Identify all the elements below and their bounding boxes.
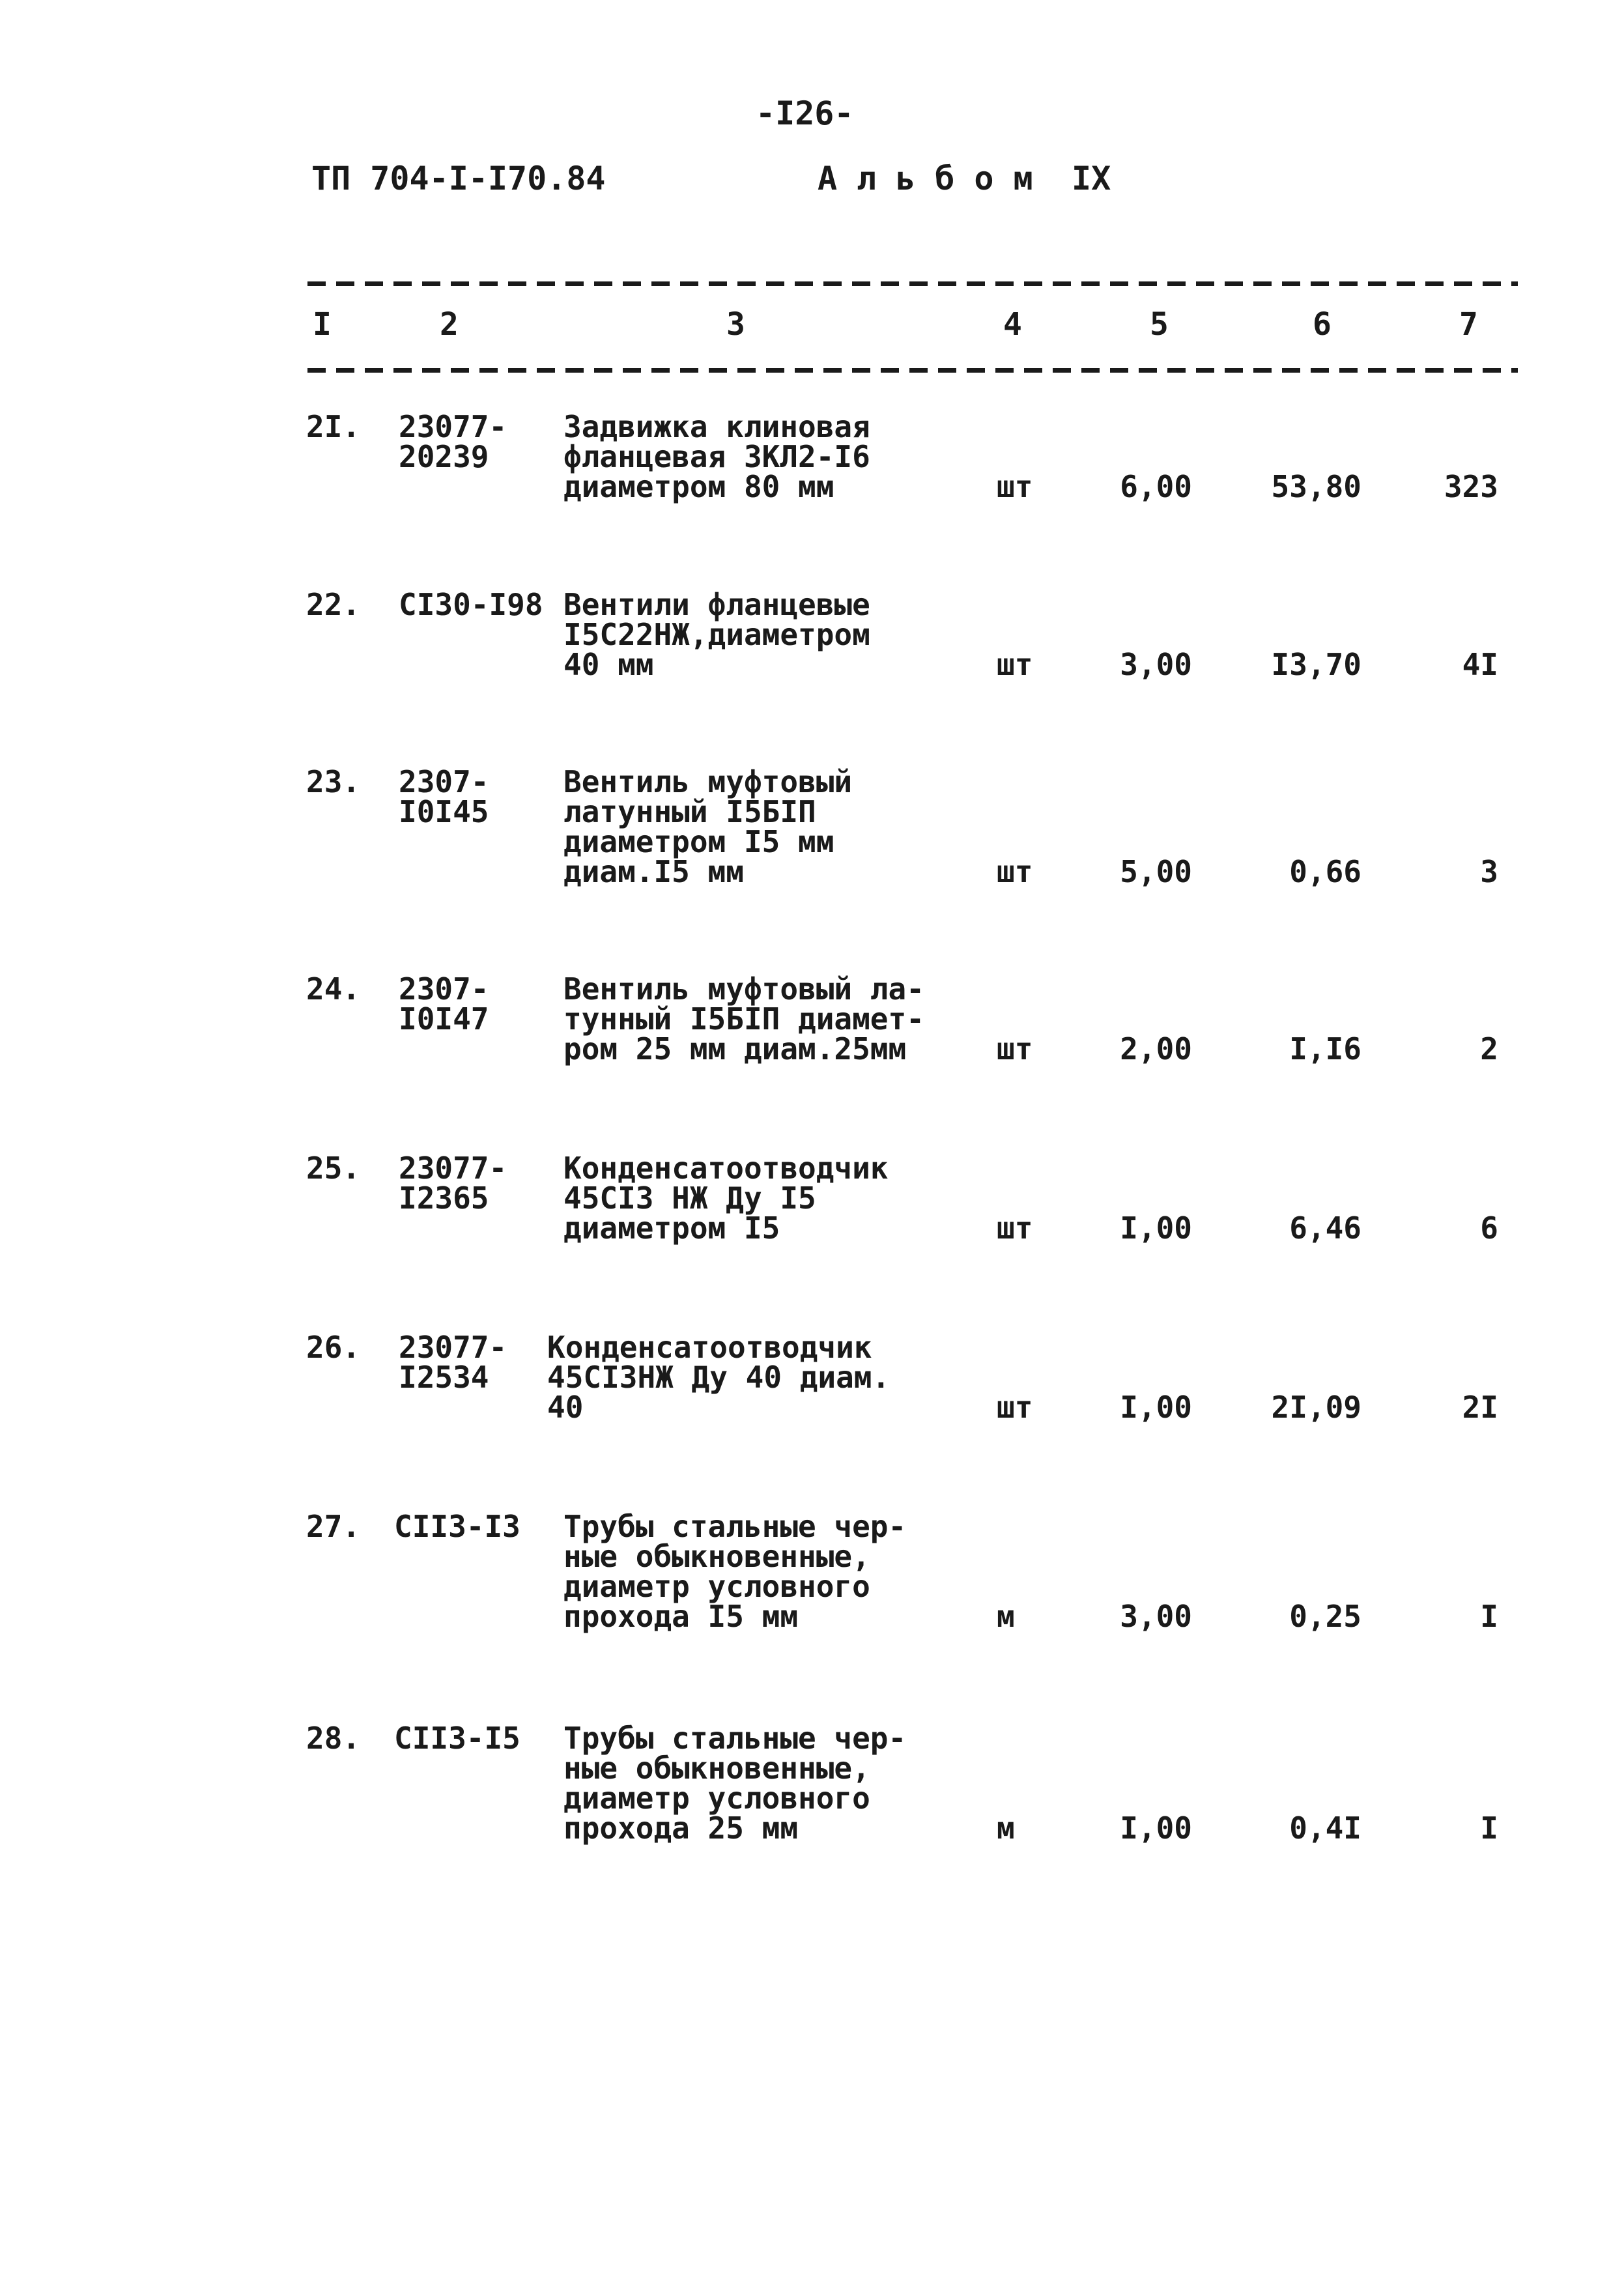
row-code: 23077- 20239 — [399, 409, 507, 474]
table-row — [0, 409, 1624, 581]
row-unit: шт — [997, 1031, 1033, 1066]
column-header-3: 3 — [726, 306, 745, 343]
row-description: Вентиль муфтовый латунный I5БIП диаметром I5 мм диам.I5 мм — [563, 764, 853, 889]
album-number: IX — [1072, 160, 1111, 197]
row-price: 6,46 — [1289, 1210, 1361, 1246]
row-number: 25. — [306, 1151, 361, 1186]
row-code: СI30-I98 — [399, 587, 543, 622]
row-number: 26. — [306, 1330, 361, 1365]
row-quantity: 3,00 — [1120, 1599, 1192, 1634]
column-header-4: 4 — [1003, 306, 1022, 343]
row-price: 0,66 — [1289, 854, 1361, 889]
row-code: СII3-I3 — [394, 1509, 520, 1544]
row-price: I,I6 — [1289, 1031, 1361, 1066]
row-price: I3,70 — [1271, 647, 1361, 682]
table-top-rule — [307, 281, 1518, 286]
row-price: 0,25 — [1289, 1599, 1361, 1634]
row-code: 23077- I2365 — [399, 1151, 507, 1216]
row-quantity: 3,00 — [1120, 647, 1192, 682]
row-description: Задвижка клиновая фланцевая 3КЛ2-I6 диаметром 80 мм — [563, 409, 870, 504]
column-header-1: I — [313, 306, 332, 343]
table-row — [0, 971, 1624, 1143]
column-header-5: 5 — [1150, 306, 1169, 343]
row-code: 2307- I0I47 — [399, 971, 489, 1037]
row-description: Конденсатоотводчик 45СI3НЖ Ду 40 диам. 40 — [547, 1330, 890, 1425]
row-total: I — [1480, 1811, 1498, 1846]
row-quantity: 2,00 — [1120, 1031, 1192, 1066]
row-code: СII3-I5 — [394, 1721, 520, 1756]
row-quantity: I,00 — [1120, 1210, 1192, 1246]
row-quantity: I,00 — [1120, 1811, 1192, 1846]
row-quantity: 5,00 — [1120, 854, 1192, 889]
page-number: -I26- — [756, 94, 854, 132]
row-total: 2 — [1480, 1031, 1498, 1066]
row-unit: м — [997, 1599, 1015, 1634]
row-number: 22. — [306, 587, 361, 622]
row-description: Вентили фланцевые I5С22НЖ,диаметром 40 мм — [563, 587, 870, 682]
row-code: 23077- I2534 — [399, 1330, 507, 1395]
row-description: Трубы стальные чер- ные обыкновенные, диаметр условного прохода I5 мм — [563, 1509, 907, 1634]
row-unit: шт — [997, 469, 1033, 504]
row-unit: шт — [997, 647, 1033, 682]
row-total: 6 — [1480, 1210, 1498, 1246]
row-quantity: I,00 — [1120, 1390, 1192, 1425]
column-header-7: 7 — [1459, 306, 1478, 343]
row-number: 2I. — [306, 409, 361, 444]
column-header-2: 2 — [440, 306, 459, 343]
row-total: I — [1480, 1599, 1498, 1634]
row-unit: шт — [997, 1210, 1033, 1246]
document-code: ТП 704-I-I70.84 — [311, 160, 606, 197]
table-row — [0, 1723, 1624, 1893]
table-row — [0, 1332, 1624, 1502]
album-label: Альбом — [818, 160, 1053, 197]
row-price: 53,80 — [1271, 469, 1361, 504]
row-price: 2I,09 — [1271, 1390, 1361, 1425]
table-row — [0, 587, 1624, 759]
row-number: 24. — [306, 971, 361, 1007]
table-row — [0, 1511, 1624, 1681]
row-total: 323 — [1444, 469, 1498, 504]
table-header-rule — [307, 368, 1518, 373]
table-row — [0, 764, 1624, 936]
row-code: 2307- I0I45 — [399, 764, 489, 829]
row-number: 27. — [306, 1509, 361, 1544]
row-price: 0,4I — [1289, 1811, 1361, 1846]
row-total: 3 — [1480, 854, 1498, 889]
row-unit: м — [997, 1811, 1015, 1846]
row-total: 2I — [1462, 1390, 1498, 1425]
row-description: Конденсатоотводчик 45СI3 НЖ Ду I5 диаметром I5 — [563, 1151, 889, 1246]
row-description: Вентиль муфтовый ла- тунный I5БIП диамет- ром 25 мм диам.25мм — [563, 971, 924, 1066]
row-total: 4I — [1462, 647, 1498, 682]
row-number: 28. — [306, 1721, 361, 1756]
row-unit: шт — [997, 1390, 1033, 1425]
row-description: Трубы стальные чер- ные обыкновенные, диаметр условного прохода 25 мм — [563, 1721, 907, 1846]
table-row — [0, 1153, 1624, 1323]
row-quantity: 6,00 — [1120, 469, 1192, 504]
column-header-6: 6 — [1313, 306, 1332, 343]
row-number: 23. — [306, 764, 361, 799]
row-unit: шт — [997, 854, 1033, 889]
